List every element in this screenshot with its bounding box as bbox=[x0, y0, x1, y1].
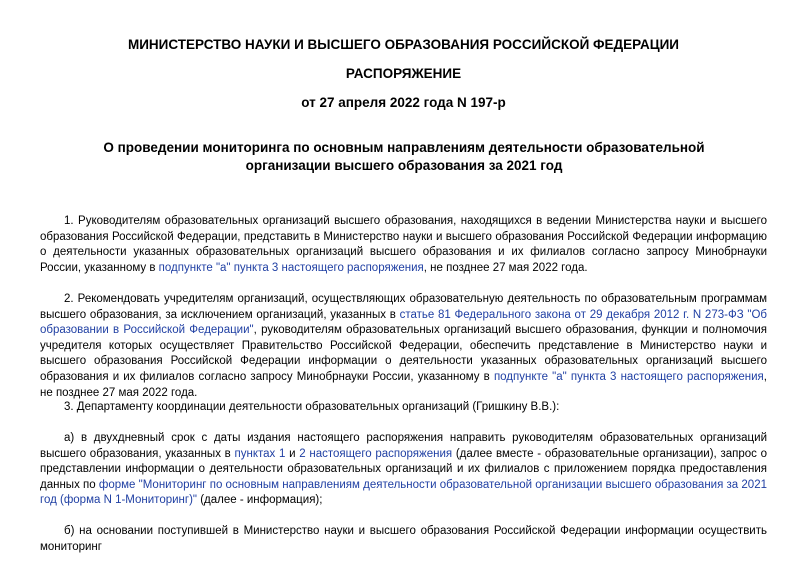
paragraph-text: (далее - информация); bbox=[197, 494, 323, 507]
paragraph-text: 3. Департаменту координации деятельности образовательных организаций (Гришкину В.В.): bbox=[64, 401, 560, 413]
paragraph-text: 1. Руководителям образовательных организаций высшего образования, находящихся в ведении Министерства науки и высшего образования Российской Федерации, представить в Министерство науки и высшего образования Российской Федерации информацию о деятельности указанных образовательных организаций высшего образования и их филиалов согласно запросу Минобрнауки России, указанному в bbox=[40, 215, 767, 274]
paragraph-2 bbox=[40, 292, 767, 401]
paragraph-text: 2. Рекомендовать учредителям организаций, осуществляющих образовательную деятельность по образовательным программам высшего образования, за исключением организаций, указанных в bbox=[40, 293, 767, 321]
link-monitoring-form[interactable]: форме "Мониторинг по основным направлениям деятельности образовательной организации высшего образования за 2021 год (форма N 1-Мониторинг)" bbox=[40, 478, 767, 507]
paragraph-text: (далее вместе - образовательные организации), запрос о представлении информации о деятельности образовательных организаций и их филиалов с приложением порядка предоставления данных по bbox=[40, 447, 767, 491]
link-subpoint-a-point-3[interactable]: подпункте "а" пункта 3 настоящего распоряжения bbox=[493, 370, 764, 383]
paragraph-text: , руководителям образовательных организаций высшего образования, функции и полномочия учредителя которых осуществляет Правительство Российской Федерации, обеспечить представление в Министерство науки и высшего образования Российской Федерации информации о деятельности указанных образовательных организаций высшего образования и их филиалов согласно запросу Минобрнауки России, указанному в bbox=[40, 324, 767, 383]
paragraph-text: а) в двухдневный срок с даты издания настоящего распоряжения направить руководителям образовательных организаций высшего образования, указанных в bbox=[40, 432, 767, 460]
paragraph-text: , не позднее 27 мая 2022 года. bbox=[40, 370, 767, 399]
paragraph-1 bbox=[40, 214, 767, 276]
document-subject: О проведении мониторинга по основным направлениям деятельности образовательной организации высшего образования за 2021 год bbox=[103, 140, 705, 173]
paragraph-text: и bbox=[285, 447, 300, 460]
paragraph-text: б) на основании поступившей в Министерство науки и высшего образования Российской Федерации информации осуществить мониторинг bbox=[40, 525, 767, 553]
ministry-heading: МИНИСТЕРСТВО НАУКИ И ВЫСШЕГО ОБРАЗОВАНИЯ РОССИЙСКОЙ ФЕДЕРАЦИИ bbox=[127, 37, 680, 52]
paragraph-text: , не позднее 27 мая 2022 года. bbox=[423, 261, 588, 274]
document-type: РАСПОРЯЖЕНИЕ bbox=[345, 66, 462, 81]
paragraph-3 bbox=[40, 400, 767, 416]
link-article-81-law-273[interactable]: статье 81 Федерального закона от 29 декабря 2012 г. N 273-ФЗ "Об образовании в Российской Федерации" bbox=[40, 308, 767, 337]
paragraph-3b bbox=[40, 524, 767, 555]
document-date-number: от 27 апреля 2022 года N 197-р bbox=[301, 95, 506, 110]
link-point-1[interactable]: пунктах 1 bbox=[234, 447, 286, 460]
link-subpoint-a-point-3[interactable]: подпункте "а" пункта 3 настоящего распоряжения bbox=[158, 261, 424, 274]
paragraph-3a bbox=[40, 431, 767, 509]
link-point-2[interactable]: 2 настоящего распоряжения bbox=[299, 447, 453, 460]
